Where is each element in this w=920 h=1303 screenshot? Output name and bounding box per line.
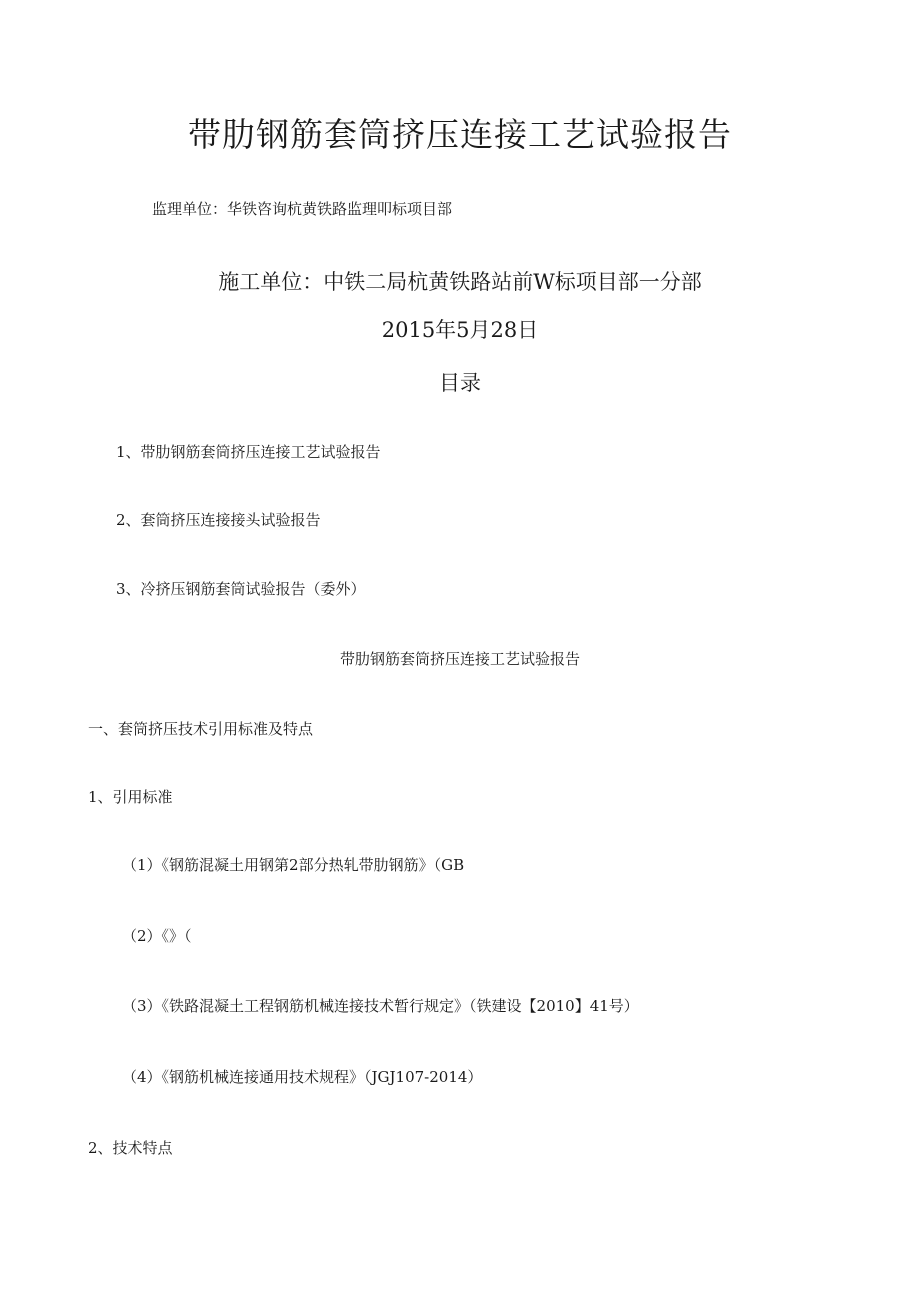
report-subtitle: 带肋钢筋套筒挤压连接工艺试验报告	[339, 650, 580, 668]
reference-item: （4）《钢筋机械连接通用技术规程》（JGJ107-2014）	[122, 1068, 483, 1086]
construction-unit: 施工单位：中铁二局杭黄铁路站前W标项目部一分部	[218, 270, 702, 294]
reference-item: （3）《铁路混凝土工程钢筋机械连接技术暂行规定》（铁建设【2010】41号）	[122, 997, 639, 1015]
toc-title: 目录	[439, 371, 481, 395]
toc-item: 2、套筒挤压连接接头试验报告	[116, 511, 321, 529]
report-date: 2015年5月28日	[381, 318, 539, 342]
section-heading: 一、套筒挤压技术引用标准及特点	[88, 720, 314, 738]
toc-item: 1、带肋钢筋套筒挤压连接工艺试验报告	[116, 443, 381, 461]
reference-item: （2）《》（	[122, 927, 192, 945]
document-title: 带肋钢筋套筒挤压连接工艺试验报告	[188, 115, 732, 154]
subsection-heading: 1、引用标准	[88, 788, 173, 806]
reference-item: （1）《钢筋混凝土用钢第2部分热轧带肋钢筋》（GB	[122, 856, 465, 874]
toc-item: 3、冷挤压钢筋套筒试验报告（委外）	[116, 580, 366, 598]
supervisor-unit: 监理单位：华铁咨询杭黄铁路监理叩标项目部	[152, 200, 453, 218]
subsection-heading: 2、技术特点	[88, 1139, 173, 1157]
